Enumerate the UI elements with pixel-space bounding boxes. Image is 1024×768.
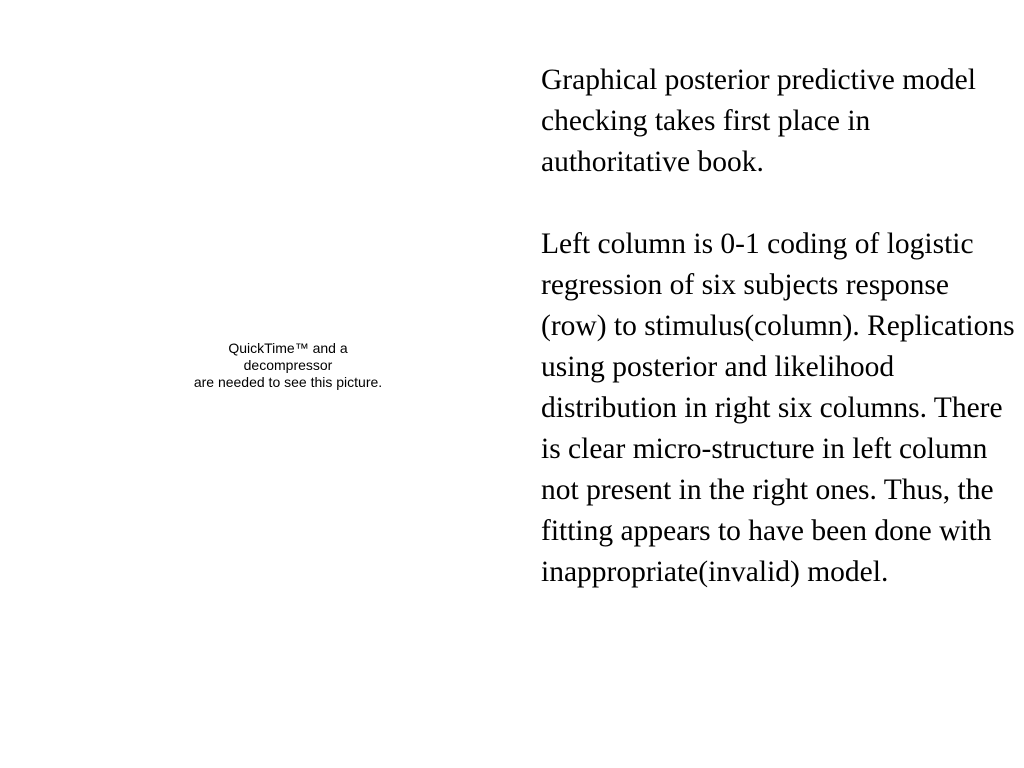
paragraph-intro: Graphical posterior predictive model checking takes first place in authoritative book.	[541, 64, 976, 178]
slide-text	[541, 60, 1019, 593]
placeholder-line-3: are needed to see this picture.	[193, 374, 383, 390]
placeholder-line-1: QuickTime™ and a	[228, 340, 348, 356]
paragraph-description: Left column is 0-1 coding of logistic regression of six subjects response (row) to stimulus(column). Replications using posterior and likelihood distribution in right six columns. There is clear micro-structure in left column not present in the right ones. Thus, the fitting appears to have been done with inappropriate(invalid) model.	[541, 228, 1015, 588]
placeholder-line-2: decompressor	[243, 357, 333, 373]
quicktime-placeholder-image	[150, 340, 426, 391]
